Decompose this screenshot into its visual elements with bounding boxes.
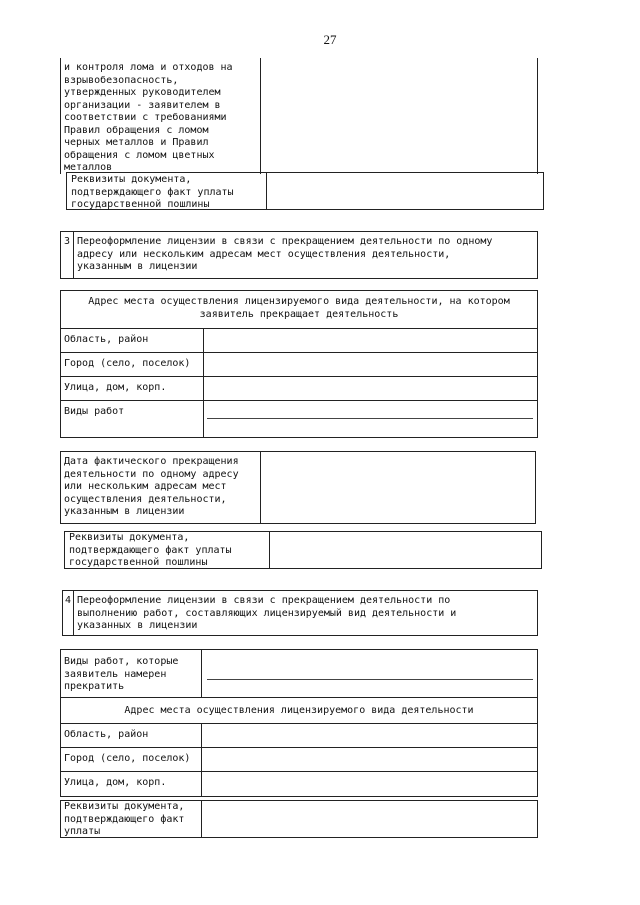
section-3-address-title: Адрес места осуществления лицензируемого вида деятельности, на котором заявитель прекращает деятельность (88, 296, 510, 320)
section-4-row-street: Улица, дом, корп. (64, 777, 167, 788)
section-3-end-date-table (60, 451, 536, 524)
section-4-payment-label: Реквизиты документа, подтверждающего факт уплаты (64, 801, 185, 837)
section-3-payment-label: Реквизиты документа, подтверждающего факт уплаты государственной пошлины (69, 532, 232, 568)
section-3-number: 3 (64, 236, 71, 247)
section-4-works-label: Виды работ, которые заявитель намерен прекратить (64, 656, 179, 692)
section-3-payment-table (64, 531, 542, 569)
section-3-row-street: Улица, дом, корп. (64, 382, 167, 393)
section-3-header (60, 231, 538, 279)
section-3-row-works: Виды работ (64, 406, 125, 417)
section-4-header (62, 590, 538, 636)
section-3-heading: Переоформление лицензии в связи с прекращением деятельности по одному адресу или нескольким адресам мест осуществления деятельности, указанным в лицензии (77, 236, 493, 272)
section-4-heading: Переоформление лицензии в связи с прекращением деятельности по выполнению работ, составляющих лицензируемый вид деятельности и указанных в лицензии (77, 595, 457, 631)
section-4-number: 4 (65, 595, 72, 606)
section-4-payment-table (60, 800, 538, 838)
continuation-table (60, 58, 538, 174)
page-number: 27 (323, 32, 337, 47)
section-4-row-city: Город (село, поселок) (64, 753, 191, 764)
top-payment-label: Реквизиты документа, подтверждающего факт уплаты государственной пошлины (71, 174, 234, 210)
section-4-row-region: Область, район (64, 729, 149, 740)
section-4-works-address-table (60, 649, 538, 797)
section-3-row-region: Область, район (64, 334, 149, 345)
section-4-address-title: Адрес места осуществления лицензируемого вида деятельности (124, 705, 474, 716)
top-payment-table (66, 172, 544, 210)
section-3-row-city: Город (село, поселок) (64, 358, 191, 369)
section-3-address-table (60, 290, 538, 438)
section-3-end-date-label: Дата фактического прекращения деятельности по одному адресу или нескольким адресам мест осуществления деятельности, указанным в лицензии (64, 456, 239, 517)
continuation-text: и контроля лома и отходов на взрывобезопасность, утвержденных руководителем организации - заявителем в соответствии с требованиями Правил обращения с ломом черных металлов и Правил обращения с ломом цветных металлов (64, 62, 233, 173)
